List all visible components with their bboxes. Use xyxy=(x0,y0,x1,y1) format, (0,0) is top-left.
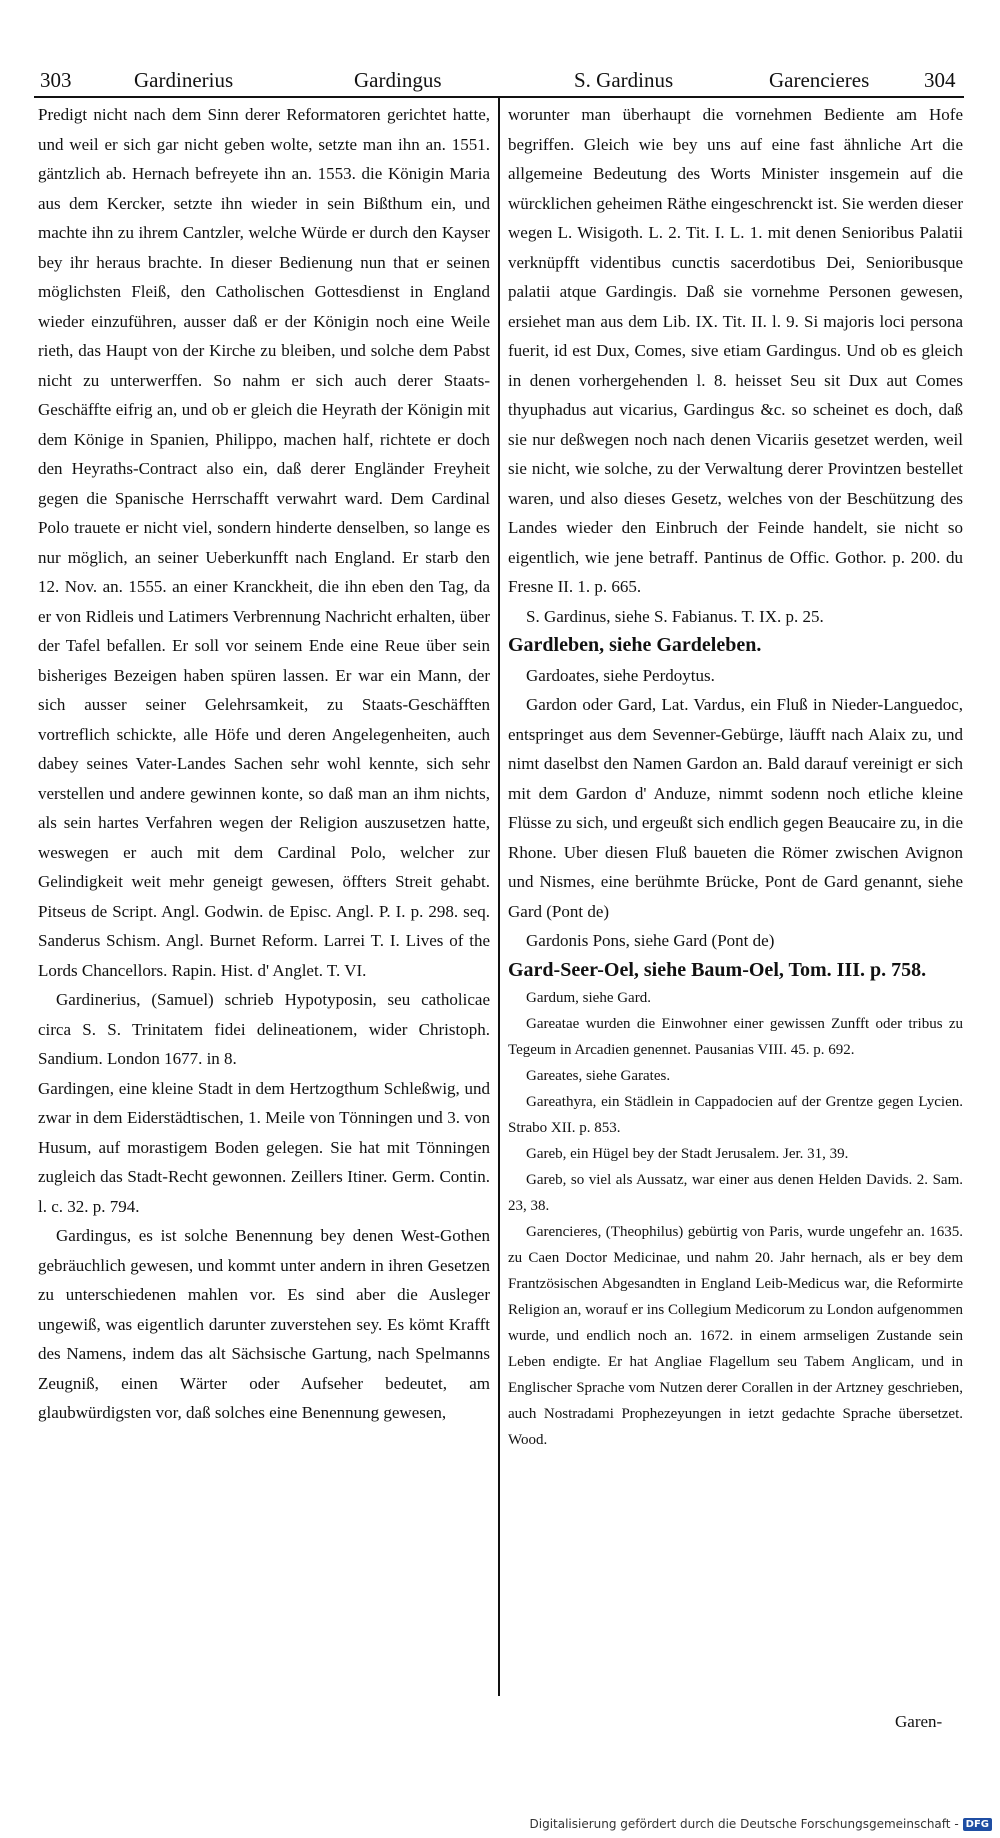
entry-gareb-hill: Gareb, ein Hügel bey der Stadt Jerusalem. Jer. 31, 39. xyxy=(526,1146,849,1162)
entry-gardon: Gardon oder Gard, Lat. Vardus, ein Fluß in Nieder-Languedoc, entspringet aus dem Sevenner-Gebürge, läufft nach Alaix zu, und nimt daselbst den Namen Gardon an. Bald darauf vereinigt er sich mit dem Gardon d' Anduze, nimmt sodenn noch etliche kleine Flüsse zu sich, und ergeußt sich endlich gegen Beaucaire zu, in die Rhone. Uber diesen Fluß baueten die Römer zwischen Avignon und Nismes, eine berühmte Brücke, Pont de Gard genannt, siehe Gard (Pont de) xyxy=(508,695,963,921)
header-keyword-4: Garencieres xyxy=(769,68,870,92)
entry-gardingus-continued: worunter man überhaupt die vornehmen Bediente am Hofe begriffen. Gleich wie bey uns auf eine fast ähnliche Art die allgemeine Bedeutung des Worts Minister insgemein auf die würcklichen geheimen Räthe eingeschrenckt ist. Sie werden dieser wegen L. Wisigoth. L. 2. Tit. I. L. 1. mit denen Senioribus Palatii verknüpfft videntibus cunctis sacerdotibus Dei, Senioribusque palatii atque Gardingis. Daß sie vornehme Personen gewesen, ersiehet man aus dem Lib. IX. Tit. II. l. 9. Si majoris loci persona fuerit, id est Dux, Comes, sive etiam Gardingus. Und ob es gleich in denen vorhergehenden l. 8. heisset Seu sit Dux aut Comes thyuphadus aut vicarius, Gardingus &c. so scheinet es doch, daß sie nur deßwegen noch nach denen Vicariis gesetzet werden, weil sie nicht, wie solche, zu der Verwaltung derer Provintzen bestellet waren, und also dieses Gesetz, welches von der Beschützung des Landes wieder den Einbruch der Feinde handelt, sie nicht so eigentlich, wie jene betraff. Pantinus de Offic. Gothor. p. 200. du Fresne II. 1. p. 665. xyxy=(508,105,963,596)
entry-gardingen: Gardingen, eine kleine Stadt in dem Hertzogthum Schleßwig, und zwar in dem Eiderstädtischen, 1. Meile von Tönningen und 3. von Husum, auf morastigem Boden gelegen. Sie hat mit Tönningen zugleich das Stadt-Recht gewonnen. Zeillers Itiner. Germ. Contin. l. c. 32. p. 794. xyxy=(38,1078,490,1216)
column-divider xyxy=(498,96,500,1696)
entry-gareathyra: Gareathyra, ein Städlein in Cappadocien auf der Grentze gegen Lycien. Strabo XII. p. 853. xyxy=(508,1094,963,1136)
entry-gardonis-pons: Gardonis Pons, siehe Gard (Pont de) xyxy=(526,931,775,950)
running-header xyxy=(34,62,964,98)
entry-gardum: Gardum, siehe Gard. xyxy=(526,990,651,1006)
entry-gareatae: Gareatae wurden die Einwohner einer gewissen Zunfft oder tribus zu Tegeum in Arcadien genennet. Pausanias VIII. 45. p. 692. xyxy=(508,1016,963,1058)
digitization-footer xyxy=(530,1812,993,1836)
dfg-logo: DFG xyxy=(963,1818,992,1831)
footer-text: Digitalisierung gefördert durch die Deutsche Forschungsgemeinschaft - xyxy=(529,1817,959,1831)
header-keyword-1: Gardinerius xyxy=(134,68,234,92)
entry-gardleben: Gardleben, siehe Gardeleben. xyxy=(508,634,762,656)
header-keyword-3: S. Gardinus xyxy=(574,68,674,92)
header-keyword-2: Gardingus xyxy=(354,68,442,92)
entry-s-gardinus: S. Gardinus, siehe S. Fabianus. T. IX. p. 25. xyxy=(526,606,824,626)
entry-gareb-hero: Gareb, so viel als Aussatz, war einer aus denen Helden Davids. 2. Sam. 23, 38. xyxy=(508,1172,963,1214)
entry-garencieres: Garencieres, (Theophilus) gebürtig von Paris, wurde ungefehr an. 1635. zu Caen Doctor Medicinae, und nahm 20. Jahr hernach, als er bey dem Frantzösischen Abgesandten in England Leib-Medicus war, die Reformirte Religion an, worauf er ins Collegium Medicorum zu London aufgenommen wurde, und endlich noch an. 1672. in einem armseligen Zustande sein Leben endigte. Er hat Angliae Flagellum seu Tabem Anglicam, und in Englischer Sprache vom Nutzen derer Corallen in der Artzney geschrieben, auch Nostradami Prophezeyungen in ietzt gedachte Sprache übersetzet. Wood. xyxy=(508,1224,963,1448)
entry-gardinerius-samuel: Gardinerius, (Samuel) schrieb Hypotyposin, seu catholicae circa S. S. Trinitatem fidei delineationem, wider Christoph. Sandium. London 1677. in 8. xyxy=(38,990,490,1068)
left-column xyxy=(38,100,490,1428)
page-number-left: 303 xyxy=(40,68,72,92)
right-column xyxy=(508,100,963,1453)
catchword: Garen- xyxy=(895,1712,943,1731)
entry-gareates: Gareates, siehe Garates. xyxy=(526,1068,671,1084)
entry-gardingus: Gardingus, es ist solche Benennung bey denen West-Gothen gebräuchlich gewesen, und kommt unter andern in ihren Gesetzen zu unterschiedenen mahlen vor. Es sind aber die Ausleger ungewiß, was eigentlich darunter zuverstehen sey. Es kömt Krafft des Namens, indem das alt Sächsische Gartung, nach Spelmanns Zeugniß, einen Wärter oder Aufseher bedeutet, am glaubwürdigsten vor, daß solches eine Benennung gewesen, xyxy=(38,1226,490,1422)
entry-gard-seer-oel: Gard-Seer-Oel, siehe Baum-Oel, Tom. III. p. 758. xyxy=(508,958,927,981)
page-number-right: 304 xyxy=(924,68,956,92)
entry-gardinerius-stephen: Predigt nicht nach dem Sinn derer Reformatoren gerichtet hatte, und weil er sich gar nicht geben wolte, setzte man ihn an. 1551. gäntzlich ab. Hernach befreyete ihn an. 1553. die Königin Maria aus dem Kercker, setzte ihn wieder in sein Bißthum ein, und machte ihn zu ihrem Cantzler, welche Würde er durch den Kayser bey ihr heraus brachte. In dieser Bedienung nun that er seinen möglichsten Fleiß, den Catholischen Gottesdienst in England wieder einzuführen, ausser daß er der Königin noch eine Weile rieth, das Haupt von der Kirche zu bleiben, und solche dem Pabst nicht zu unterwerffen. So nahm er sich auch derer Staats-Geschäffte eifrig an, und ob er gleich die Heyrath der Königin mit dem Könige in Spanien, Philippo, machen half, richtete er doch den Heyraths-Contract also ein, daß derer Engländer Freyheit gegen die Spanische Herrschafft verwahrt ward. Dem Cardinal Polo trauete er nicht viel, sondern hinderte denselben, so lange es nur möglich, an seiner Ueberkunfft nach England. Er starb den 12. Nov. an. 1555. an einer Kranckheit, die ihn eben den Tag, da er von Ridleis und Latimers Verbrennung Nachricht erhalten, über der Tafel befallen. Er soll vor seinem Ende eine Reue über sein bisheriges Bezeigen haben spüren lassen. Er war ein Mann, der sich ausser seiner Gelehrsamkeit, zu Staats-Geschäfften vortreflich schickte, alle Höfe und deren Angelegenheiten, auch dabey seines Vater-Landes Sachen sehr wohl kennte, sich sehr verstellen und andere gewinnen konte, so daß man an ihm nichts, als sein hartes Verfahren wegen der Religion auszusetzen hatte, weswegen er auch mit dem Cardinal Polo, welcher zur Gelindigkeit weit mehr geneigt gewesen, öffters Streit gehabt. Pitseus de Script. Angl. Godwin. de Episc. Angl. P. I. p. 298. seq. Sanderus Schism. Angl. Burnet Reform. Larrei T. I. Lives of the Lords Chancellors. Rapin. Hist. d' Anglet. T. VI. xyxy=(38,105,490,980)
entry-gardoates: Gardoates, siehe Perdoytus. xyxy=(526,665,715,685)
